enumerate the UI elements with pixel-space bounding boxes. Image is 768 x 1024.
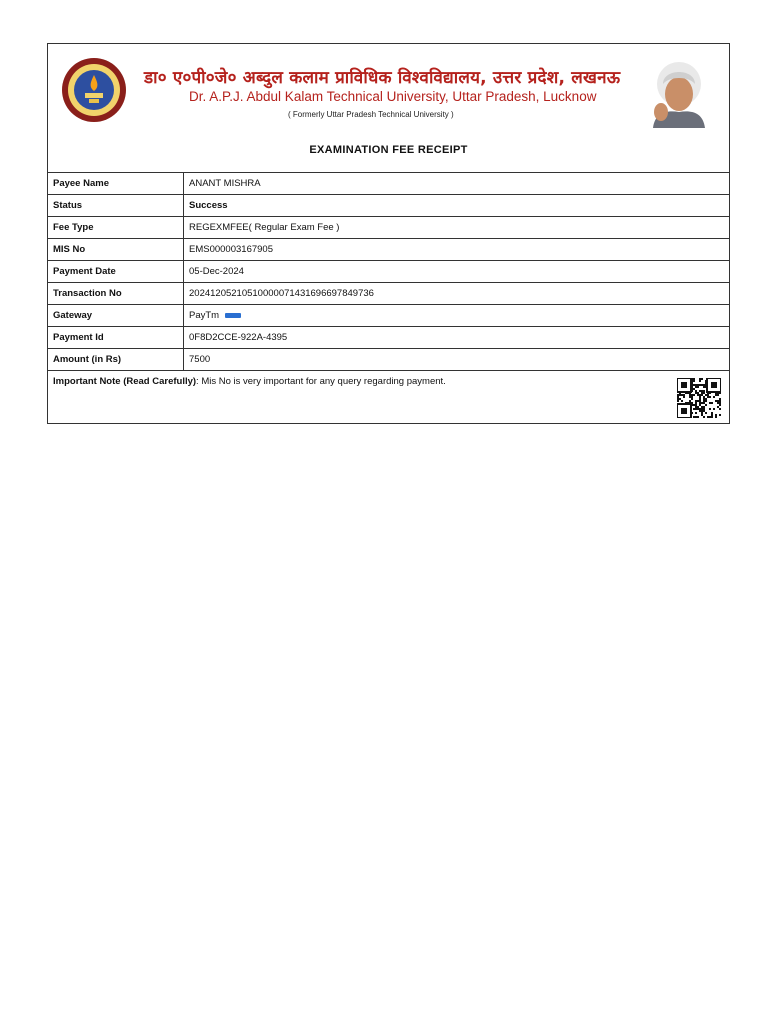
row-label: Amount (in Rs)	[48, 349, 184, 371]
row-label: Fee Type	[48, 217, 184, 239]
row-label: Payee Name	[48, 173, 184, 195]
row-label: Status	[48, 195, 184, 217]
university-name-hindi: डा० ए०पी०जे० अब्दुल कलाम प्राविधिक विश्वविद्यालय, उत्तर प्रदेश, लखनऊ	[144, 68, 621, 88]
payment-date-value: 05-Dec-2024	[184, 261, 730, 283]
table-row	[48, 283, 729, 305]
table-row	[48, 217, 729, 239]
gateway-cell	[184, 305, 730, 327]
gateway-value: PayTm	[189, 310, 220, 321]
row-label: Gateway	[48, 305, 184, 327]
table-row	[48, 195, 729, 217]
table-row	[48, 349, 729, 371]
paytm-logo-icon	[225, 313, 241, 318]
receipt-details-table	[48, 173, 729, 371]
row-label: Payment Id	[48, 327, 184, 349]
table-row	[48, 239, 729, 261]
note-text	[53, 376, 446, 387]
row-label: Payment Date	[48, 261, 184, 283]
payee-name-value: ANANT MISHRA	[184, 173, 730, 195]
qr-code-icon	[677, 378, 721, 418]
table-row	[48, 327, 729, 349]
fee-receipt	[47, 43, 730, 424]
receipt-header	[48, 44, 729, 173]
mis-no-value: EMS000003167905	[184, 239, 730, 261]
table-row	[48, 305, 729, 327]
transaction-no-value: 20241205210510000071431696697849736	[184, 283, 730, 305]
note-label: Important Note (Read Carefully)	[53, 376, 197, 387]
note-body: : Mis No is very important for any query regarding payment.	[196, 376, 446, 387]
receipt-title: EXAMINATION FEE RECEIPT	[309, 144, 468, 156]
amount-value: 7500	[184, 349, 730, 371]
university-name-english: Dr. A.P.J. Abdul Kalam Technical University, Uttar Pradesh, Lucknow	[189, 89, 597, 104]
row-label: Transaction No	[48, 283, 184, 305]
important-note	[48, 371, 729, 425]
status-value: Success	[184, 195, 730, 217]
formerly-note: ( Formerly Uttar Pradesh Technical University )	[288, 110, 454, 119]
portrait-image	[637, 54, 717, 128]
university-logo	[61, 57, 127, 123]
row-label: MIS No	[48, 239, 184, 261]
payment-id-value: 0F8D2CCE-922A-4395	[184, 327, 730, 349]
table-row	[48, 173, 729, 195]
fee-type-value: REGEXMFEE( Regular Exam Fee )	[184, 217, 730, 239]
table-row	[48, 261, 729, 283]
